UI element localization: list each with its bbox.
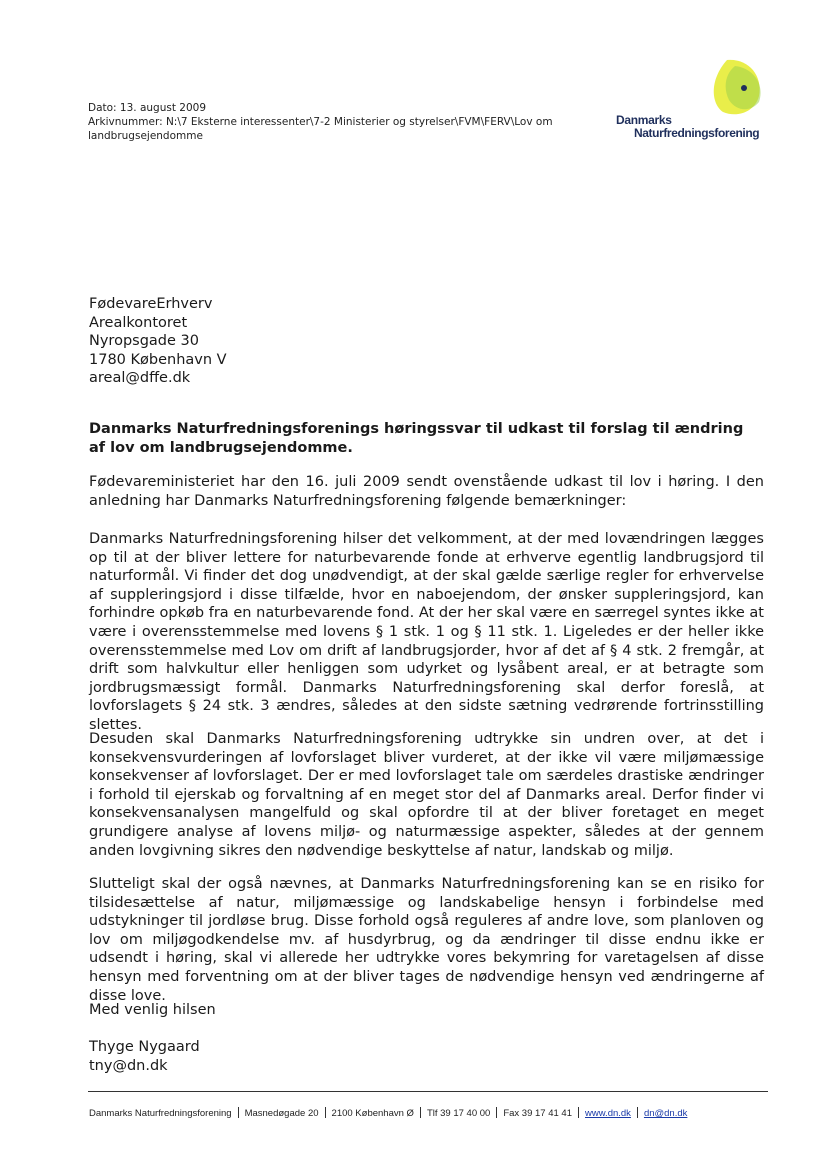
footer-fax: Fax 39 17 41 41 [503,1108,572,1119]
footer-separator [420,1107,421,1118]
body-paragraph-3: Desuden skal Danmarks Naturfredningsforening udtrykke sin undren over, at det i konsekvensvurderingen af lovforslaget bliver vurderet, at der ikke vil være miljømæssige konsekvenser af lovforslaget. Der er med lovforslaget tale om særdeles drastiske ændringer i forhold til ejerskab og forvaltning af en meget stor del af Danmarks areal. Derfor finder vi konsekvensanalysen mangelfuld og skal opfordre til at der bliver foretaget en meget grundigere analyse af lovens miljø- og naturmæssige aspekter, således at der gennem anden lovgivning sikres den nødvendige beskyttelse af natur, landskab og miljø. [89,731,764,859]
recipient-name: FødevareErhverv [89,296,213,312]
letterhead-footer [89,1107,687,1119]
footer-separator [578,1107,579,1118]
recipient-email: areal@dffe.dk [89,370,191,386]
logo-text-line2: Naturfredningsforening [634,126,760,140]
archive-line: Arkivnummer: N:\7 Eksterne interessenter\7-2 Ministerier og styrelser\FVM\FERV\Lov om [88,116,553,128]
footer-org: Danmarks Naturfredningsforening [89,1108,232,1119]
footer-city: 2100 København Ø [331,1108,414,1119]
recipient-city: 1780 København V [89,351,227,368]
footer-separator [325,1107,326,1118]
logo-text-line1: Danmarks [616,113,672,127]
footer-separator [637,1107,638,1118]
body-paragraph-1: Fødevareministeriet har den 16. juli 2009 sendt ovenstående udkast til lov i høring. I den anledning har Danmarks Naturfredningsforening følgende bemærkninger: [89,474,764,509]
organization-logo [612,56,772,146]
footer-street: Masnedøgade 20 [244,1108,319,1119]
leaf-icon [707,56,769,120]
archive-line-continued: landbrugsejendomme [88,130,203,142]
letter-subject: Danmarks Naturfredningsforenings høringssvar til udkast til forslag til ændring af lov om landbrugsejendomme. [89,421,744,456]
footer-phone: Tlf 39 17 40 00 [426,1108,491,1119]
date-line: Dato: 13. august 2009 [88,102,207,114]
body-paragraph-4: Slutteligt skal der også nævnes, at Danmarks Naturfredningsforening kan se en risiko for tilsidesættelse af natur, miljømæssige og landskabelige hensyn i forbindelse med udstykninger til jordløse brug. Disse forhold også reguleres af andre love, som planloven og lov om miljøgodkendelse mv. af husdyrbrug, og da ændringer til disse endnu ikke er udsendt i høring, skal vi allerede her udtrykke vores bekymring for varetagelsen af disse hensyn med forventning om at der bliver tages de nødvendige hensyn ved ændringerne af disse love. [89,876,764,1004]
body-paragraph-2: Danmarks Naturfredningsforening hilser det velkomment, at der med lovændringen lægges op til at der bliver lettere for naturbevarende fonde at erhverve egentlig landbrugsjord til naturformål. Vi finder det dog unødvendigt, at der skal gælde særlige regler for erhvervelse af suppleringsjord i disse tilfælde, hvor en naboejendom, der ønsker suppleringsjord, kan forhindre opkøb fra en naturbevarende fond. At der her skal være en særregel syntes ikke at være i overensstemmelse med lovens § 1 stk. 1 og § 11 stk. 1. Ligeledes er der heller ikke overensstemmelse med Lov om drift af landbrugsjorder, hvor af det af § 4 stk. 2 fremgår, at drift som halvkultur eller henliggen som udyrket og lysåbent areal, er at betragte som jordbrugsmæssigt formål. Danmarks Naturfredningsforening skal derfor foreslå, at lovforslagets § 24 stk. 3 ændres, således at den sidste sætning vedrørende fortrinsstilling slettes. [89,531,764,733]
closing-greeting: Med venlig hilsen [89,1002,216,1018]
footer-email-link[interactable]: dn@dn.dk [643,1108,688,1119]
document-meta [88,101,608,143]
footer-web-link[interactable]: www.dn.dk [585,1108,631,1119]
footer-separator [496,1107,497,1118]
recipient-address [89,295,227,388]
footer-divider [88,1091,768,1092]
signature-block [89,1038,200,1075]
footer-separator [238,1107,239,1118]
recipient-department: Arealkontoret [89,314,188,331]
signature-email: tny@dn.dk [89,1057,168,1074]
signature-name: Thyge Nygaard [89,1039,200,1055]
recipient-street: Nyropsgade 30 [89,333,199,349]
